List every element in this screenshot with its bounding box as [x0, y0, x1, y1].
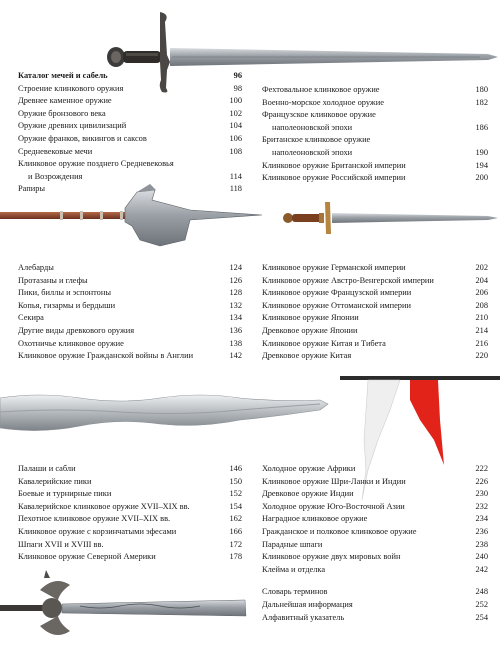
toc-entry-page: 136	[229, 325, 242, 335]
toc-entry-page: 98	[233, 83, 242, 93]
toc-entry-title: и Возрождения	[28, 171, 83, 181]
toc-entry	[262, 501, 488, 514]
toc-entry	[262, 109, 488, 122]
toc-entry	[262, 476, 488, 489]
toc-entry-title: Парадные шпаги	[262, 539, 323, 549]
toc-entry	[262, 612, 488, 625]
toc-entry-title: Алебарды	[18, 263, 54, 272]
toc-entry-title: Клинковое оружие позднего Средневековья	[18, 159, 174, 169]
toc-entry-page: 162	[229, 514, 242, 524]
toc-entry-title: Древковое оружие Китая	[262, 351, 352, 361]
toc-entry-page: 254	[475, 612, 488, 622]
toc-column	[18, 70, 242, 196]
toc-entry	[262, 262, 488, 275]
toc-entry-page: 108	[229, 146, 242, 156]
toc-entry	[262, 513, 488, 526]
toc-entry-page: 132	[229, 300, 242, 310]
toc-entry	[262, 526, 488, 539]
toc-entry-title: Оружие бронзового века	[18, 108, 106, 118]
toc-entry-title: Древковое оружие Японии	[262, 325, 358, 335]
toc-entry-title: наполеоновской эпохи	[272, 122, 353, 132]
toc-entry-title: Копья, гизармы и бердыши	[18, 300, 116, 310]
toc-entry-title: Клинковое оружие Германской империи	[262, 263, 406, 272]
toc-entry-page: 124	[229, 263, 242, 272]
toc-entry-title: Каталог мечей и сабель	[18, 71, 108, 80]
toc-entry-page: 102	[229, 108, 242, 118]
toc-entry	[18, 551, 242, 564]
toc-entry-page: 210	[475, 313, 488, 323]
toc-entry	[262, 160, 488, 173]
toc-entry-page: 150	[229, 476, 242, 486]
toc-entry	[18, 70, 242, 83]
toc-entry-page: 166	[229, 526, 242, 536]
toc-entry	[18, 501, 242, 514]
toc-entry-title: Охотничье клинковое оружие	[18, 338, 124, 348]
toc-entry	[262, 564, 488, 577]
toc-entry	[262, 539, 488, 552]
toc-entry-title: Британское клинковое оружие	[262, 135, 371, 145]
toc-entry-page: 238	[475, 539, 488, 549]
toc-entry-title: Шпаги XVII и XVIII вв.	[18, 539, 104, 549]
toc-entry	[18, 171, 242, 184]
toc-entry-page: 222	[475, 464, 488, 473]
toc-entry-page: 154	[229, 501, 242, 511]
toc-entry-page: 200	[475, 173, 488, 183]
toc-entry-page: 178	[229, 552, 242, 562]
toc-entry-title: Клейма и отделка	[262, 564, 326, 574]
toc-column	[262, 463, 488, 624]
toc-entry-title: Клинковое оружие Шри-Ланки и Индии	[262, 476, 406, 486]
toc-entry-title: Клинковое оружие Британской империи	[262, 160, 406, 170]
toc-entry	[18, 513, 242, 526]
toc-entry	[262, 287, 488, 300]
toc-entry	[262, 172, 488, 185]
toc-entry	[262, 325, 488, 338]
toc-entry-page: 106	[229, 133, 242, 143]
toc-entry-title: Клинковое оружие Оттоманской империи	[262, 300, 411, 310]
toc-entry-title: Кавалерийское клинковое оружие XVII–XIX вв.	[18, 501, 190, 511]
toc-entry	[18, 133, 242, 146]
toc-entry-page: 96	[233, 71, 242, 80]
toc-entry	[262, 275, 488, 288]
toc-entry	[18, 120, 242, 133]
toc-entry	[18, 287, 242, 300]
toc-entry-page: 240	[475, 552, 488, 562]
toc-entry-page: 230	[475, 489, 488, 499]
toc-entry-title: Пехотное клинковое оружие XVII–XIX вв.	[18, 514, 171, 524]
wavy-blade	[0, 395, 328, 431]
toc-entry-title: Палаши и сабли	[18, 464, 76, 473]
toc-entry-title: Клинковое оружие Российской империи	[262, 173, 406, 183]
toc-entry	[18, 325, 242, 338]
short-sword	[283, 202, 498, 234]
toc-entry	[262, 338, 488, 351]
toc-entry	[262, 147, 488, 160]
toc-entry	[262, 300, 488, 313]
toc-entry-title: Клинковое оружие Французской империи	[262, 288, 412, 298]
toc-entry-page: 232	[475, 501, 488, 511]
toc-entry-title: Боевые и турнирные пики	[18, 489, 112, 499]
toc-entry	[18, 108, 242, 121]
toc-entry	[18, 488, 242, 501]
toc-entry-page: 202	[475, 263, 488, 272]
toc-entry-title: Клинковое оружие Северной Америки	[18, 552, 156, 562]
toc-entry-page: 194	[475, 160, 488, 170]
toc-entry	[262, 463, 488, 476]
toc-entry	[18, 463, 242, 476]
toc-entry-page: 152	[229, 489, 242, 499]
toc-entry-title: Протазаны и глефы	[18, 275, 88, 285]
toc-entry-page: 220	[475, 351, 488, 361]
toc-entry-page: 226	[475, 476, 488, 486]
toc-entry	[262, 350, 488, 363]
toc-entry-page: 142	[229, 351, 242, 361]
toc-entry-page: 114	[229, 171, 242, 181]
toc-entry	[262, 551, 488, 564]
toc-entry-page: 214	[475, 325, 488, 335]
toc-entry-page: 182	[475, 97, 488, 107]
toc-entry-page: 128	[229, 288, 242, 298]
toc-column	[262, 84, 488, 185]
toc-entry-title: Рапиры	[18, 184, 46, 194]
toc-entry	[262, 312, 488, 325]
toc-entry	[18, 476, 242, 489]
toc-entry-title: наполеоновской эпохи	[272, 147, 353, 157]
toc-entry-title: Оружие франков, викингов и саксов	[18, 133, 147, 143]
toc-entry-title: Другие виды древкового оружия	[18, 325, 135, 335]
toc-column	[18, 463, 242, 564]
toc-entry-title: Строение клинкового оружия	[18, 83, 124, 93]
toc-entry	[18, 350, 242, 363]
toc-entry-title: Холодное оружие Африки	[262, 464, 356, 473]
toc-entry-title: Оружие древних цивилизаций	[18, 121, 127, 131]
toc-entry-page: 100	[229, 96, 242, 106]
toc-entry-page: 134	[229, 313, 242, 323]
toc-entry	[262, 134, 488, 147]
toc-entry-title: Словарь терминов	[262, 587, 328, 597]
toc-entry	[18, 83, 242, 96]
toc-entry-page: 118	[229, 184, 242, 194]
toc-entry	[18, 312, 242, 325]
toc-entry-title: Кавалерийские пики	[18, 476, 92, 486]
toc-entry-title: Клинковое оружие Японии	[262, 313, 359, 323]
toc-entry	[18, 262, 242, 275]
toc-entry-title: Фехтовальное клинковое оружие	[262, 85, 380, 94]
toc-entry-title: Дальнейшая информация	[262, 599, 353, 609]
toc-entry-page: 248	[475, 587, 488, 597]
toc-entry-page: 216	[475, 338, 488, 348]
toc-entry	[262, 599, 488, 612]
toc-entry-title: Древнее каменное оружие	[18, 96, 112, 106]
toc-column	[262, 262, 488, 363]
toc-entry-page: 206	[475, 288, 488, 298]
toc-entry-title: Наградное клинковое оружие	[262, 514, 368, 524]
toc-entry	[262, 122, 488, 135]
toc-entry-page: 204	[475, 275, 488, 285]
toc-entry-page: 208	[475, 300, 488, 310]
toc-entry-title: Клинковое оружие Австро-Венгерской империи	[262, 275, 434, 285]
toc-entry-title: Древковое оружие Индии	[262, 489, 354, 499]
toc-entry-title: Средневековые мечи	[18, 146, 93, 156]
toc-entry-page: 172	[229, 539, 242, 549]
toc-entry	[18, 95, 242, 108]
toc-entry-page: 190	[475, 147, 488, 157]
toc-entry	[18, 338, 242, 351]
toc-entry	[18, 275, 242, 288]
toc-entry-page: 236	[475, 526, 488, 536]
toc-entry-title: Клинковое оружие с корзинчатыми эфесами	[18, 526, 177, 536]
ornate-polearm	[0, 570, 246, 635]
toc-entry	[18, 539, 242, 552]
toc-entry	[18, 183, 242, 196]
toc-entry-page: 126	[229, 275, 242, 285]
toc-entry	[18, 526, 242, 539]
toc-entry	[262, 488, 488, 501]
toc-entry-page: 242	[475, 564, 488, 574]
toc-entry-title: Клинковое оружие Китая и Тибета	[262, 338, 386, 348]
toc-entry-page: 186	[475, 122, 488, 132]
toc-entry	[262, 84, 488, 97]
toc-entry-title: Холодное оружие Юго-Восточной Азии	[262, 501, 405, 511]
toc-entry-title: Клинковое оружие двух мировых войн	[262, 552, 401, 562]
toc-entry	[262, 576, 488, 586]
toc-entry-page: 146	[229, 464, 242, 473]
toc-entry-page: 104	[229, 121, 242, 131]
toc-entry-page: 138	[229, 338, 242, 348]
toc-entry	[18, 158, 242, 171]
toc-entry-title: Французское клинковое оружие	[262, 110, 376, 120]
toc-entry-title: Военно-морское холодное оружие	[262, 97, 384, 107]
toc-entry	[262, 97, 488, 110]
toc-entry-page: 180	[475, 85, 488, 94]
toc-column	[18, 262, 242, 363]
toc-entry	[18, 300, 242, 313]
toc-entry	[18, 146, 242, 159]
toc-entry-title: Клинковое оружие Гражданской войны в Англии	[18, 351, 194, 361]
toc-entry-title: Алфавитный указатель	[262, 612, 345, 622]
toc-entry-title: Гражданское и полковое клинковое оружие	[262, 526, 417, 536]
toc-entry-page: 252	[475, 599, 488, 609]
toc-entry-page: 234	[475, 514, 488, 524]
toc-entry	[262, 586, 488, 599]
toc-entry-title: Пики, биллы и эспонтоны	[18, 288, 111, 298]
toc-entry-title: Секира	[18, 313, 44, 323]
